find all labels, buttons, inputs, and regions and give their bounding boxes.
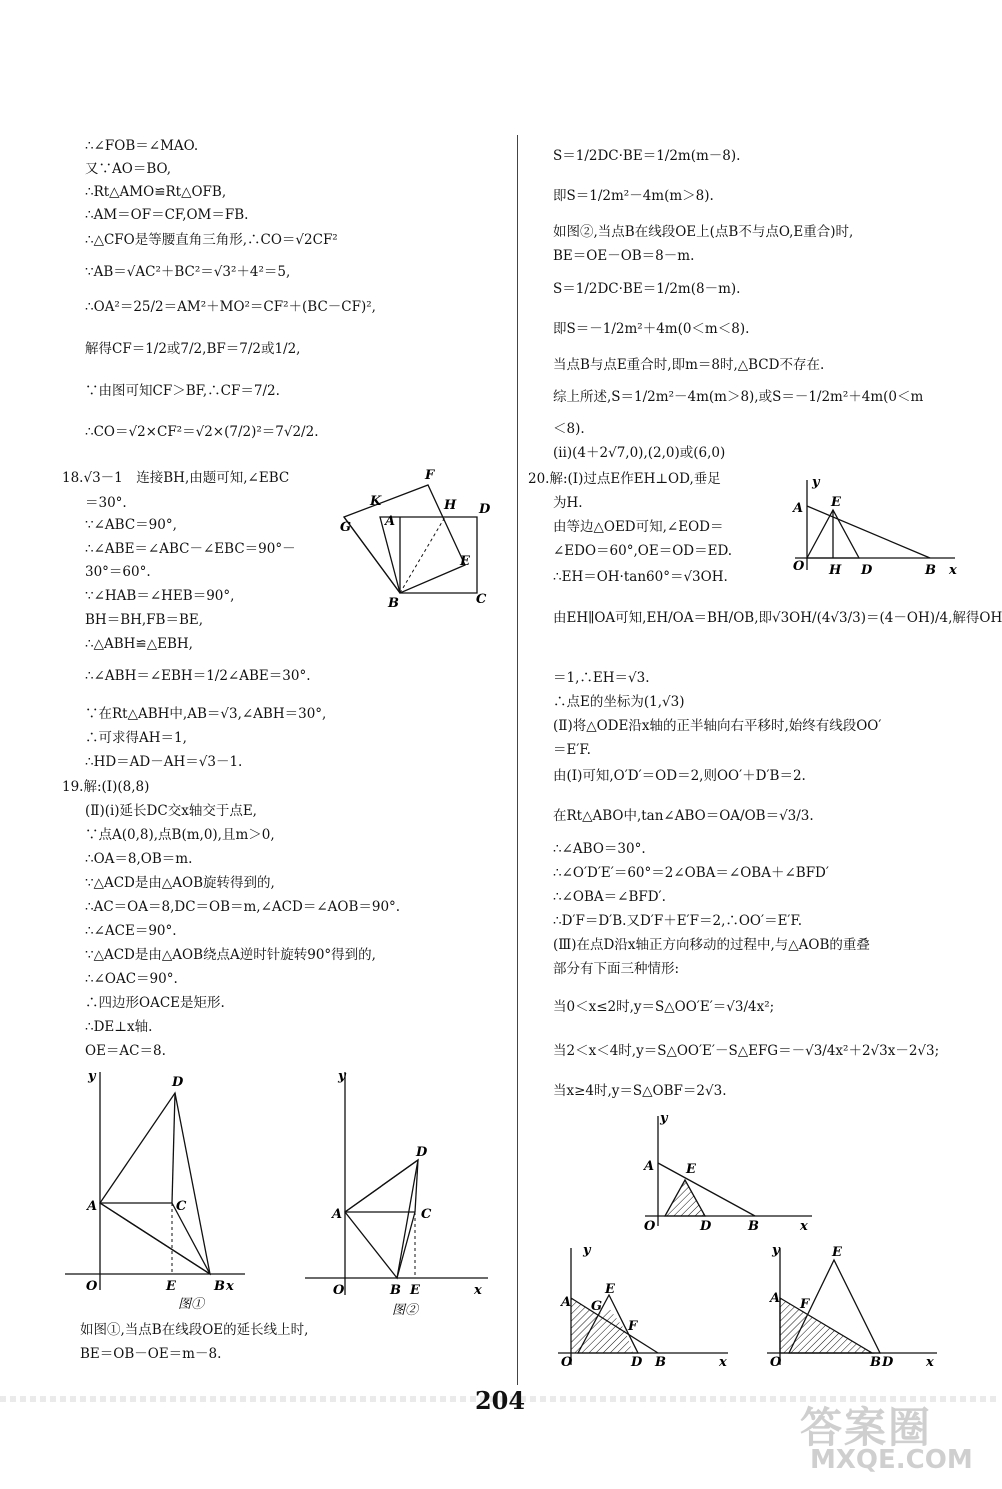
text-line: ∠EDO＝60°,OE＝OD＝ED. — [553, 543, 733, 559]
text-line: BH＝BH,FB＝BE, — [85, 612, 204, 628]
watermark-url: MXQE.COM — [810, 1445, 973, 1475]
text-line: ∵在Rt△ABH中,AB＝√3,∠ABH＝30°, — [85, 706, 327, 722]
svg-text:A: A — [332, 1207, 343, 1222]
text-line: ∵∠HAB＝∠HEB＝90°, — [85, 588, 235, 604]
text-line: BE＝OE－OB＝8－m. — [553, 248, 695, 264]
text-line: ∴OA＝8,OB＝m. — [85, 851, 193, 867]
text-line: ∵∠ABC＝90°, — [85, 517, 177, 533]
svg-text:A: A — [87, 1199, 98, 1214]
svg-text:x: x — [474, 1283, 482, 1298]
svg-text:O: O — [644, 1219, 656, 1234]
text-line: ＝E′F. — [553, 742, 591, 758]
text-line: ∴点E的坐标为(1,√3) — [553, 694, 685, 710]
text-line: 当2＜x＜4时,y＝S△OO′E′－S△EFG＝－√3/4x²＋2√3x－2√3; — [553, 1043, 940, 1059]
figure-q20-1 — [785, 470, 965, 590]
svg-text:A: A — [770, 1291, 781, 1306]
text-line: 即S＝－1/2m²＋4m(0＜m＜8). — [553, 321, 750, 337]
svg-text:y: y — [772, 1243, 780, 1258]
svg-text:x: x — [949, 563, 957, 578]
figure-1-caption: 图① — [178, 1297, 205, 1312]
svg-text:E: E — [410, 1283, 420, 1298]
figure-q20-3b — [553, 1240, 738, 1370]
text-line: ∴AM＝OF＝CF,OM＝FB. — [85, 207, 249, 223]
svg-text:x: x — [226, 1279, 234, 1294]
page-number: 204 — [474, 1386, 526, 1415]
svg-text:D: D — [882, 1355, 894, 1370]
column-divider — [517, 135, 518, 1385]
text-line: ∴DE⊥x轴. — [85, 1019, 153, 1035]
text-line: ∵点A(0,8),点B(m,0),且m＞0, — [85, 827, 275, 843]
svg-text:y: y — [338, 1069, 346, 1084]
text-line: 部分有下面三种情形: — [553, 961, 680, 977]
svg-text:F: F — [425, 468, 435, 483]
svg-text:B: B — [214, 1279, 225, 1294]
text-line: ∴△CFO是等腰直角三角形,∴CO＝√2CF² — [85, 232, 338, 248]
svg-text:E: E — [832, 1245, 842, 1260]
svg-text:D: D — [416, 1145, 428, 1160]
svg-text:D: D — [861, 563, 873, 578]
text-line: S＝1/2DC·BE＝1/2m(8－m). — [553, 281, 741, 297]
text-line: 由EH∥OA可知,EH/OA＝BH/OB,即√3OH/(4√3/3)＝(4－OH)/4,解得OH — [553, 610, 1002, 626]
svg-text:B: B — [390, 1283, 401, 1298]
svg-text:B: B — [925, 563, 936, 578]
text-line: ∴∠FOB＝∠MAO. — [85, 138, 199, 154]
svg-text:H: H — [444, 498, 457, 513]
svg-text:G: G — [591, 1299, 603, 1314]
text-line: ∴∠ABE＝∠ABC－∠EBC＝90°－ — [85, 541, 296, 557]
text-line: 当0＜x≤2时,y＝S△OO′E′＝√3/4x²; — [553, 999, 775, 1015]
svg-text:y: y — [88, 1069, 96, 1084]
text-line: BE＝OB－OE＝m－8. — [80, 1346, 222, 1362]
text-line: ∴∠ACE＝90°. — [85, 923, 177, 939]
text-line: ＝30°. — [85, 495, 127, 511]
svg-text:B: B — [870, 1355, 881, 1370]
svg-text:D: D — [700, 1219, 712, 1234]
text-line: 又∵AO＝BO, — [85, 161, 172, 177]
text-line: 即S＝1/2m²－4m(m＞8). — [553, 188, 714, 204]
svg-text:O: O — [333, 1283, 345, 1298]
text-line: ∴△ABH≌△EBH, — [85, 636, 193, 652]
text-line: ∵△ACD是由△AOB旋转得到的, — [85, 875, 275, 891]
text-line: 由(Ⅰ)可知,O′D′＝OD＝2,则OO′＋D′B＝2. — [553, 768, 806, 784]
svg-text:F: F — [628, 1319, 638, 1334]
figure-2 — [300, 1060, 490, 1318]
svg-text:K: K — [370, 494, 382, 509]
figure-1 — [60, 1060, 245, 1310]
text-line: 当点B与点E重合时,即m＝8时,△BCD不存在. — [553, 357, 825, 373]
text-line: 综上所述,S＝1/2m²－4m(m＞8),或S＝－1/2m²＋4m(0＜m — [553, 389, 924, 405]
svg-text:D: D — [479, 502, 491, 517]
svg-text:A: A — [385, 514, 396, 529]
svg-text:y: y — [812, 475, 820, 490]
svg-text:G: G — [340, 520, 352, 535]
svg-text:E: E — [605, 1282, 615, 1297]
svg-text:x: x — [719, 1355, 727, 1370]
text-line: ∵△ACD是由△AOB绕点A逆时针旋转90°得到的, — [85, 947, 376, 963]
svg-text:O: O — [793, 559, 805, 574]
svg-text:O: O — [770, 1355, 782, 1370]
text-line: 如图②,当点B在线段OE上(点B不与点O,E重合)时, — [553, 224, 854, 240]
text-line: 在Rt△ABO中,tan∠ABO＝OA/OB＝√3/3. — [553, 808, 814, 824]
svg-text:O: O — [561, 1355, 573, 1370]
svg-text:x: x — [800, 1219, 808, 1234]
svg-text:C: C — [176, 1199, 187, 1214]
figure-q20-3c — [762, 1240, 942, 1370]
svg-text:y: y — [583, 1243, 591, 1258]
svg-text:E: E — [166, 1279, 176, 1294]
text-line: ∴CO＝√2×CF²＝√2×(7/2)²＝7√2/2. — [85, 424, 319, 440]
text-line: 解得CF＝1/2或7/2,BF＝7/2或1/2, — [85, 341, 301, 357]
text-line: 如图①,当点B在线段OE的延长线上时, — [80, 1322, 309, 1338]
figure-q18 — [340, 465, 500, 610]
svg-text:H: H — [829, 563, 842, 578]
text-line: ∴AC＝OA＝8,DC＝OB＝m,∠ACD＝∠AOB＝90°. — [85, 899, 401, 915]
text-line: ∴HD＝AD－AH＝√3－1. — [85, 754, 243, 770]
text-line: 由等边△OED可知,∠EOD＝ — [553, 519, 724, 535]
text-line: ∴D′F＝D′B.又D′F＋E′F＝2,∴OO′＝E′F. — [553, 913, 803, 929]
text-line: ∴∠OAC＝90°. — [85, 971, 178, 987]
svg-text:C: C — [476, 592, 487, 607]
text-line: (Ⅱ)(ⅰ)延长DC交x轴交于点E, — [85, 803, 257, 819]
text-line: 当x≥4时,y＝S△OBF＝2√3. — [553, 1083, 727, 1099]
svg-text:F: F — [800, 1297, 810, 1312]
svg-text:D: D — [172, 1075, 184, 1090]
svg-text:x: x — [926, 1355, 934, 1370]
text-line: (Ⅱ)将△ODE沿x轴的正半轴向右平移时,始终有线段OO′ — [553, 718, 882, 734]
text-line: 为H. — [553, 495, 583, 511]
watermark-title: 答案圈 — [800, 1403, 933, 1452]
text-line: (ⅱ)(4＋2√7,0),(2,0)或(6,0) — [553, 445, 726, 461]
text-line: ＝1,∴EH＝√3. — [553, 670, 650, 686]
text-line: 19.解:(Ⅰ)(8,8) — [62, 779, 150, 795]
svg-text:O: O — [86, 1279, 98, 1294]
text-line: 20.解:(Ⅰ)过点E作EH⊥OD,垂足 — [528, 471, 721, 487]
svg-text:E: E — [831, 495, 841, 510]
svg-text:B: B — [748, 1219, 759, 1234]
text-line: ＜8). — [553, 421, 585, 437]
svg-text:A: A — [793, 501, 804, 516]
svg-text:A: A — [644, 1159, 655, 1174]
text-line: 30°＝60°. — [85, 564, 151, 580]
svg-text:B: B — [388, 596, 399, 611]
figure-q20-3a — [640, 1108, 820, 1233]
text-line: (Ⅲ)在点D沿x轴正方向移动的过程中,与△AOB的重叠 — [553, 937, 870, 953]
text-line: ∴四边形OACE是矩形. — [85, 995, 225, 1011]
text-line: ∵由图可知CF＞BF,∴CF＝7/2. — [85, 383, 280, 399]
text-line: ∴∠O′D′E′＝60°＝2∠OBA＝∠OBA＋∠BFD′ — [553, 865, 829, 881]
text-line: ∴Rt△AMO≌Rt△OFB, — [85, 184, 227, 200]
text-line: S＝1/2DC·BE＝1/2m(m－8). — [553, 148, 741, 164]
watermark — [780, 1395, 990, 1480]
svg-text:E: E — [686, 1162, 696, 1177]
svg-text:C: C — [421, 1207, 432, 1222]
text-line: ∵AB＝√AC²＋BC²＝√3²＋4²＝5, — [85, 264, 291, 280]
svg-text:A: A — [561, 1295, 572, 1310]
text-line: ∴EH＝OH·tan60°＝√3OH. — [553, 569, 728, 585]
text-line: ∴可求得AH＝1, — [85, 730, 187, 746]
svg-text:B: B — [655, 1355, 666, 1370]
text-line: ∴∠ABH＝∠EBH＝1/2∠ABE＝30°. — [85, 668, 311, 684]
text-line: 18.√3－1 连接BH,由题可知,∠EBC — [62, 470, 290, 486]
text-line: ∴∠OBA＝∠BFD′. — [553, 889, 666, 905]
text-line: ∴OA²＝25/2＝AM²＋MO²＝CF²＋(BC－CF)², — [85, 299, 376, 315]
svg-text:D: D — [631, 1355, 643, 1370]
text-line: ∴∠ABO＝30°. — [553, 841, 646, 857]
text-line: OE＝AC＝8. — [85, 1043, 166, 1059]
figure-2-caption: 图② — [392, 1303, 419, 1318]
svg-text:y: y — [660, 1111, 668, 1126]
svg-text:E: E — [460, 554, 470, 569]
